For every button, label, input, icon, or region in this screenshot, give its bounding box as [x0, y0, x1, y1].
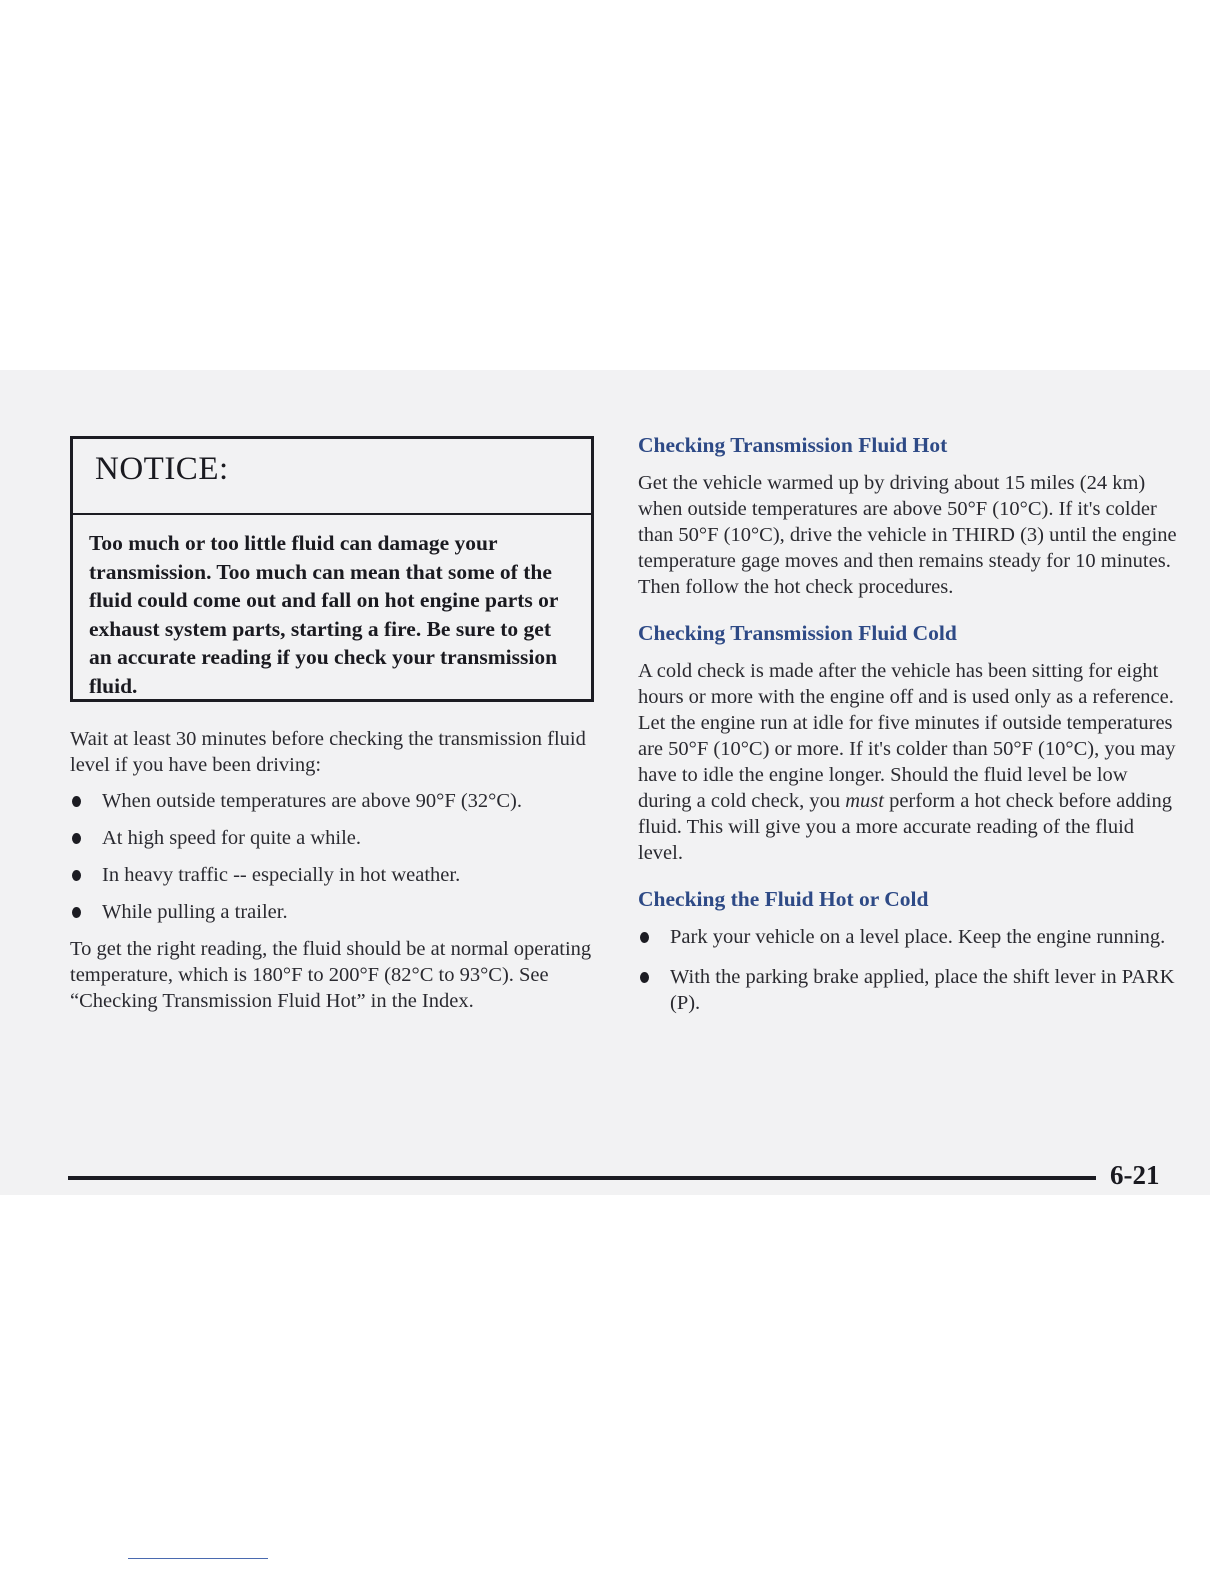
footer-rule [68, 1176, 1096, 1180]
cold-text-before: A cold check is made after the vehicle has been sitting for eight hours or more with the engine off and is used only as a reference. Let the engine run at idle for five minutes if outside temperatures are 50°F (10°C) or more. If it's colder than 50°F (10°C), you may have to idle the engine longer. Should the fluid level be low during a cold check, you [638, 660, 1176, 812]
right-column [638, 432, 1178, 1030]
bullet-icon [72, 907, 81, 918]
list-item-text: With the parking brake applied, place the shift lever in PARK (P). [670, 966, 1175, 1014]
intro-paragraph: Wait at least 30 minutes before checking the transmission fluid level if you have been driving: [70, 728, 586, 776]
notice-body: Too much or too little fluid can damage your transmission. Too much can mean that some of the fluid could come out and fall on hot engine parts or exhaust system parts, starting a fire. Be sure to get an accurate reading if you check your transmission fluid. [89, 531, 559, 698]
notice-title: NOTICE: [95, 451, 229, 487]
list-item [70, 825, 600, 851]
cold-text-emphasis: must [845, 790, 884, 812]
left-column [70, 726, 600, 1024]
bullet-icon [72, 796, 81, 807]
list-item [70, 862, 600, 888]
cold-check-paragraph [638, 658, 1178, 866]
list-item-text: When outside temperatures are above 90°F (32°C). [102, 790, 522, 812]
cold-text-after: perform a hot check before adding fluid. This will give you a more accurate reading of the fluid level. [638, 790, 1172, 864]
list-item-text: While pulling a trailer. [102, 901, 288, 923]
list-item [638, 924, 1178, 950]
page-number: 6-21 [1110, 1160, 1160, 1190]
list-item [638, 964, 1178, 1016]
section-heading-hot-or-cold: Checking the Fluid Hot or Cold [638, 887, 929, 911]
notice-box [70, 436, 594, 702]
list-item-text: At high speed for quite a while. [102, 827, 362, 849]
bullet-icon [640, 972, 649, 983]
condition-list [70, 788, 600, 925]
section-heading-cold: Checking Transmission Fluid Cold [638, 621, 957, 645]
list-item [70, 899, 600, 925]
bullet-icon [640, 932, 649, 943]
bullet-icon [72, 870, 81, 881]
closing-paragraph: To get the right reading, the fluid should be at normal operating temperature, which is 180°F to 200°F (82°C to 93°C). See “Checking Transmission Fluid Hot” in the Index. [70, 938, 592, 1012]
section-heading-hot: Checking Transmission Fluid Hot [638, 433, 948, 457]
bottom-divider [128, 1558, 268, 1559]
list-item-text: Park your vehicle on a level place. Keep the engine running. [670, 926, 1166, 948]
notice-header [73, 439, 591, 515]
hot-check-paragraph: Get the vehicle warmed up by driving about 15 miles (24 km) when outside temperatures are above 50°F (10°C). If it's colder than 50°F (10°C), drive the vehicle in THIRD (3) until the engine temperature gage moves and then remains steady for 10 minutes. Then follow the hot check procedures. [638, 472, 1177, 598]
list-item-text: In heavy traffic -- especially in hot weather. [102, 864, 461, 886]
procedure-list [638, 924, 1178, 1016]
bullet-icon [72, 833, 81, 844]
list-item [70, 788, 600, 814]
